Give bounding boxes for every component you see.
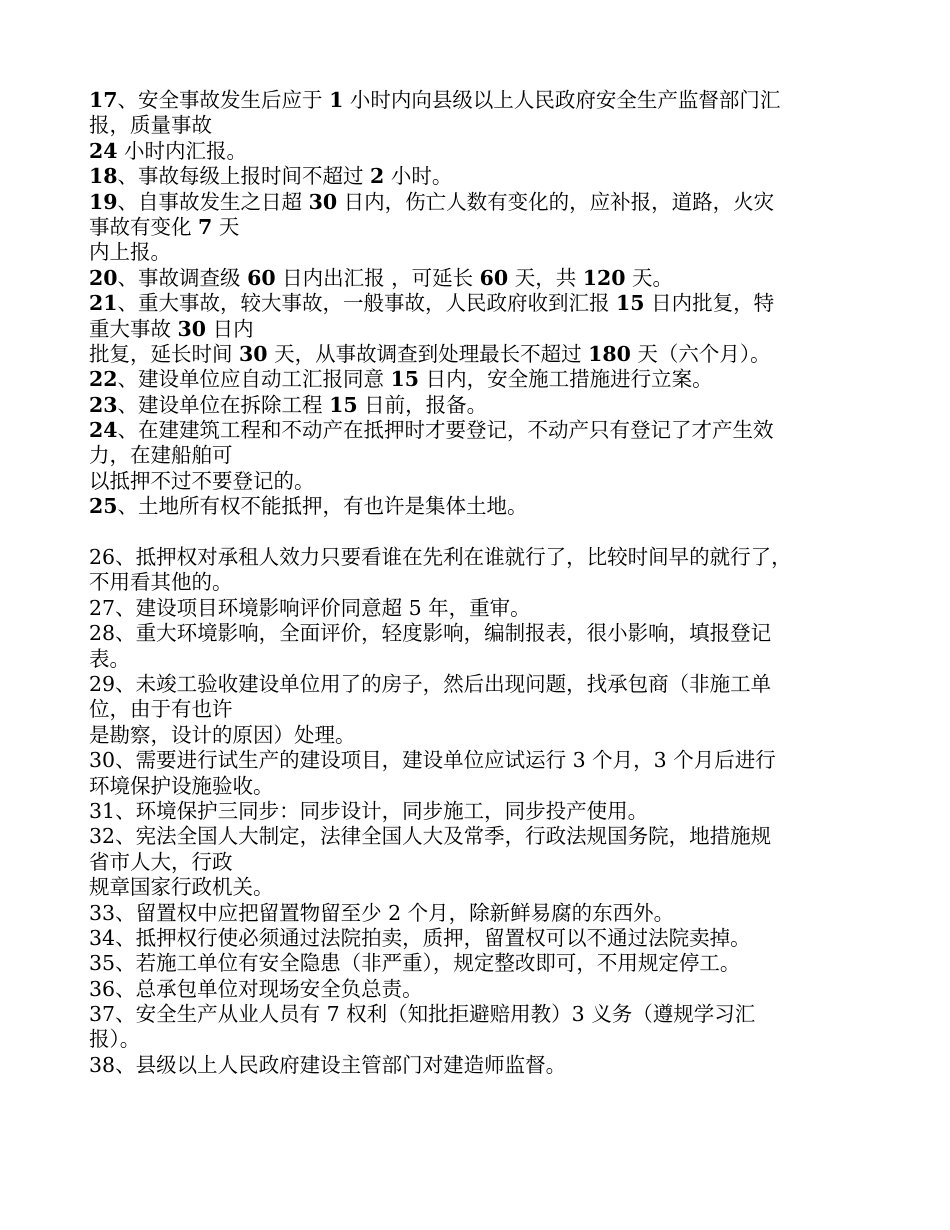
list-item-25: [89, 494, 869, 519]
text-run: 内上报。: [89, 240, 171, 265]
text-run: 、重大事故，较大事故，一般事故，人民政府收到汇报: [117, 291, 617, 316]
text-run: 、在建建筑工程和不动产在抵押时才要登记，不动产只有登记了才产生效: [117, 418, 774, 443]
bold-number: 15: [329, 392, 358, 417]
text-run: 日内，安全施工措施进行立案。: [419, 367, 713, 392]
text-run: 32、宪法全国人大制定，法律全国人大及常季，行政法规国务院，地措施规: [89, 824, 772, 849]
text-run: 37、安全生产从业人员有 7 权利（知批拒避赔用教）3 义务（遵规学习汇: [89, 1002, 756, 1027]
text-run: 、事故调查级: [117, 265, 248, 290]
text-run: 报，质量事故: [89, 113, 212, 138]
list-item-35: [89, 951, 869, 976]
text-line: [89, 266, 869, 291]
bold-number: 15: [390, 367, 420, 392]
text-line: [89, 317, 869, 342]
bold-number: 18: [89, 164, 118, 189]
bold-number: 120: [582, 265, 626, 290]
text-run: 批复，延长时间: [89, 341, 240, 366]
text-run: 34、抵押权行使必须通过法院拍卖，质押，留置权可以不通过法院卖掉。: [89, 925, 751, 950]
text-run: 29、未竣工验收建设单位用了的房子，然后出现问题，找承包商（非施工单: [89, 671, 772, 696]
text-line: [89, 393, 869, 418]
paragraph-gap: [89, 520, 869, 545]
bold-number: 22: [89, 367, 118, 392]
list-item-18: [89, 164, 869, 189]
text-run: 事故有变化: [89, 214, 199, 239]
text-run: 天，从事故调查到处理最长不超过: [267, 341, 589, 366]
text-run: 力，在建船舶可: [89, 443, 233, 468]
list-item-26: [89, 545, 869, 596]
text-run: 30、需要进行试生产的建设项目，建设单位应试运行 3 个月，3 个月后进行: [89, 748, 776, 773]
text-run: 日内出汇报 ，可延长: [275, 265, 480, 290]
text-run: 27、建设项目环境影响评价同意超 5 年，重审。: [89, 595, 531, 620]
text-line: [89, 774, 869, 799]
text-line: [89, 139, 869, 164]
text-line: [89, 1027, 869, 1052]
document-page: [89, 88, 869, 1078]
bold-number: 180: [588, 341, 631, 366]
bold-number: 30: [239, 341, 268, 366]
text-line: [89, 443, 869, 468]
text-run: 是勘察，设计的原因）处理。: [89, 722, 356, 747]
text-run: 、自事故发生之日超: [117, 189, 309, 214]
list-item-19: [89, 190, 869, 266]
list-item-38: [89, 1053, 869, 1078]
text-line: [89, 621, 869, 646]
bold-number: 20: [89, 265, 118, 290]
text-run: 日内，伤亡人数有变化的，应补报，道路，火灾: [337, 189, 775, 214]
list-item-31: [89, 799, 869, 824]
bold-number: 60: [479, 265, 509, 290]
text-run: 小时。: [384, 164, 453, 189]
text-run: 日内批复，特: [644, 291, 775, 316]
bold-number: 1: [329, 88, 344, 112]
list-item-30: [89, 748, 869, 799]
bold-number: 30: [177, 316, 207, 341]
bold-number: 19: [89, 189, 118, 214]
text-line: [89, 926, 869, 951]
list-item-20: [89, 266, 869, 291]
text-line: [89, 190, 869, 215]
text-run: 天: [212, 214, 240, 239]
text-line: [89, 88, 869, 113]
text-line: [89, 494, 869, 519]
text-run: 天（六个月）。: [630, 341, 771, 366]
text-line: [89, 215, 869, 240]
text-line: [89, 596, 869, 621]
text-line: [89, 901, 869, 926]
list-item-33: [89, 901, 869, 926]
list-item-34: [89, 926, 869, 951]
text-line: [89, 1002, 869, 1027]
text-run: 日内: [206, 316, 254, 341]
text-run: 日前，报备。: [357, 392, 488, 417]
text-run: 天，共: [508, 265, 583, 290]
text-run: 重大事故: [89, 316, 178, 341]
list-item-37: [89, 1002, 869, 1053]
text-line: [89, 164, 869, 189]
bold-number: 30: [308, 189, 338, 214]
text-run: 、事故每级上报时间不超过: [117, 164, 371, 189]
text-line: [89, 1053, 869, 1078]
text-run: 不用看其他的。: [89, 570, 233, 595]
text-run: 小时内向县级以上人民政府安全生产监督部门汇: [343, 88, 781, 112]
bold-number: 21: [89, 291, 118, 316]
text-run: 26、抵押权对承租人效力只要看谁在先利在谁就行了，比较时间早的就行了，: [89, 545, 792, 570]
text-run: 环境保护设施验收。: [89, 773, 274, 798]
list-item-21: [89, 291, 869, 367]
text-line: [89, 342, 869, 367]
bold-number: 24: [89, 418, 118, 443]
bold-number: 17: [89, 88, 118, 112]
bold-number: 23: [89, 392, 118, 417]
text-line: [89, 824, 869, 849]
text-line: [89, 570, 869, 595]
text-line: [89, 748, 869, 773]
text-line: [89, 291, 869, 316]
text-line: [89, 697, 869, 722]
text-run: 33、留置权中应把留置物留至少 2 个月，除新鲜易腐的东西外。: [89, 900, 675, 925]
list-item-36: [89, 977, 869, 1002]
list-item-29: [89, 672, 869, 748]
text-run: 省市人大，行政: [89, 849, 233, 874]
text-line: [89, 418, 869, 443]
text-line: [89, 875, 869, 900]
text-run: 规章国家行政机关。: [89, 875, 274, 900]
text-line: [89, 723, 869, 748]
text-run: 表。: [89, 646, 130, 671]
text-run: 28、重大环境影响，全面评价，轻度影响，编制报表，很小影响，填报登记: [89, 621, 772, 646]
text-run: 、土地所有权不能抵押，有也许是集体土地。: [117, 494, 528, 519]
list-item-23: [89, 393, 869, 418]
text-run: 31、环境保护三同步：同步设计，同步施工，同步投产使用。: [89, 798, 649, 823]
text-run: 以抵押不过不要登记的。: [89, 468, 315, 493]
text-run: 天。: [625, 265, 674, 290]
list-item-17: [89, 88, 869, 164]
text-run: 、建设单位应自动工汇报同意: [117, 367, 391, 392]
text-run: 、建设单位在拆除工程: [117, 392, 330, 417]
text-line: [89, 240, 869, 265]
bold-number: 2: [370, 164, 385, 189]
text-line: [89, 977, 869, 1002]
text-line: [89, 113, 869, 138]
list-item-32: [89, 824, 869, 900]
bold-number: 7: [198, 214, 213, 239]
text-run: 36、总承包单位对现场安全负总责。: [89, 976, 423, 1001]
text-line: [89, 672, 869, 697]
bold-number: 25: [89, 494, 118, 519]
text-run: 位，由于有也许: [89, 697, 233, 722]
bold-number: 24: [89, 138, 118, 163]
list-item-27: [89, 596, 869, 621]
text-line: [89, 545, 869, 570]
text-run: 、安全事故发生后应于: [117, 88, 330, 112]
bold-number: 60: [247, 265, 276, 290]
text-run: 35、若施工单位有安全隐患（非严重），规定整改即可，不用规定停工。: [89, 951, 741, 976]
text-line: [89, 951, 869, 976]
text-run: 38、县级以上人民政府建设主管部门对建造师监督。: [89, 1052, 567, 1077]
list-item-28: [89, 621, 869, 672]
text-run: 报）。: [89, 1027, 141, 1052]
text-line: [89, 469, 869, 494]
text-line: [89, 647, 869, 672]
list-item-24: [89, 418, 869, 494]
text-run: 小时内汇报。: [117, 138, 248, 163]
bold-number: 15: [616, 291, 645, 316]
text-line: [89, 850, 869, 875]
list-item-22: [89, 367, 869, 392]
text-line: [89, 799, 869, 824]
text-line: [89, 367, 869, 392]
